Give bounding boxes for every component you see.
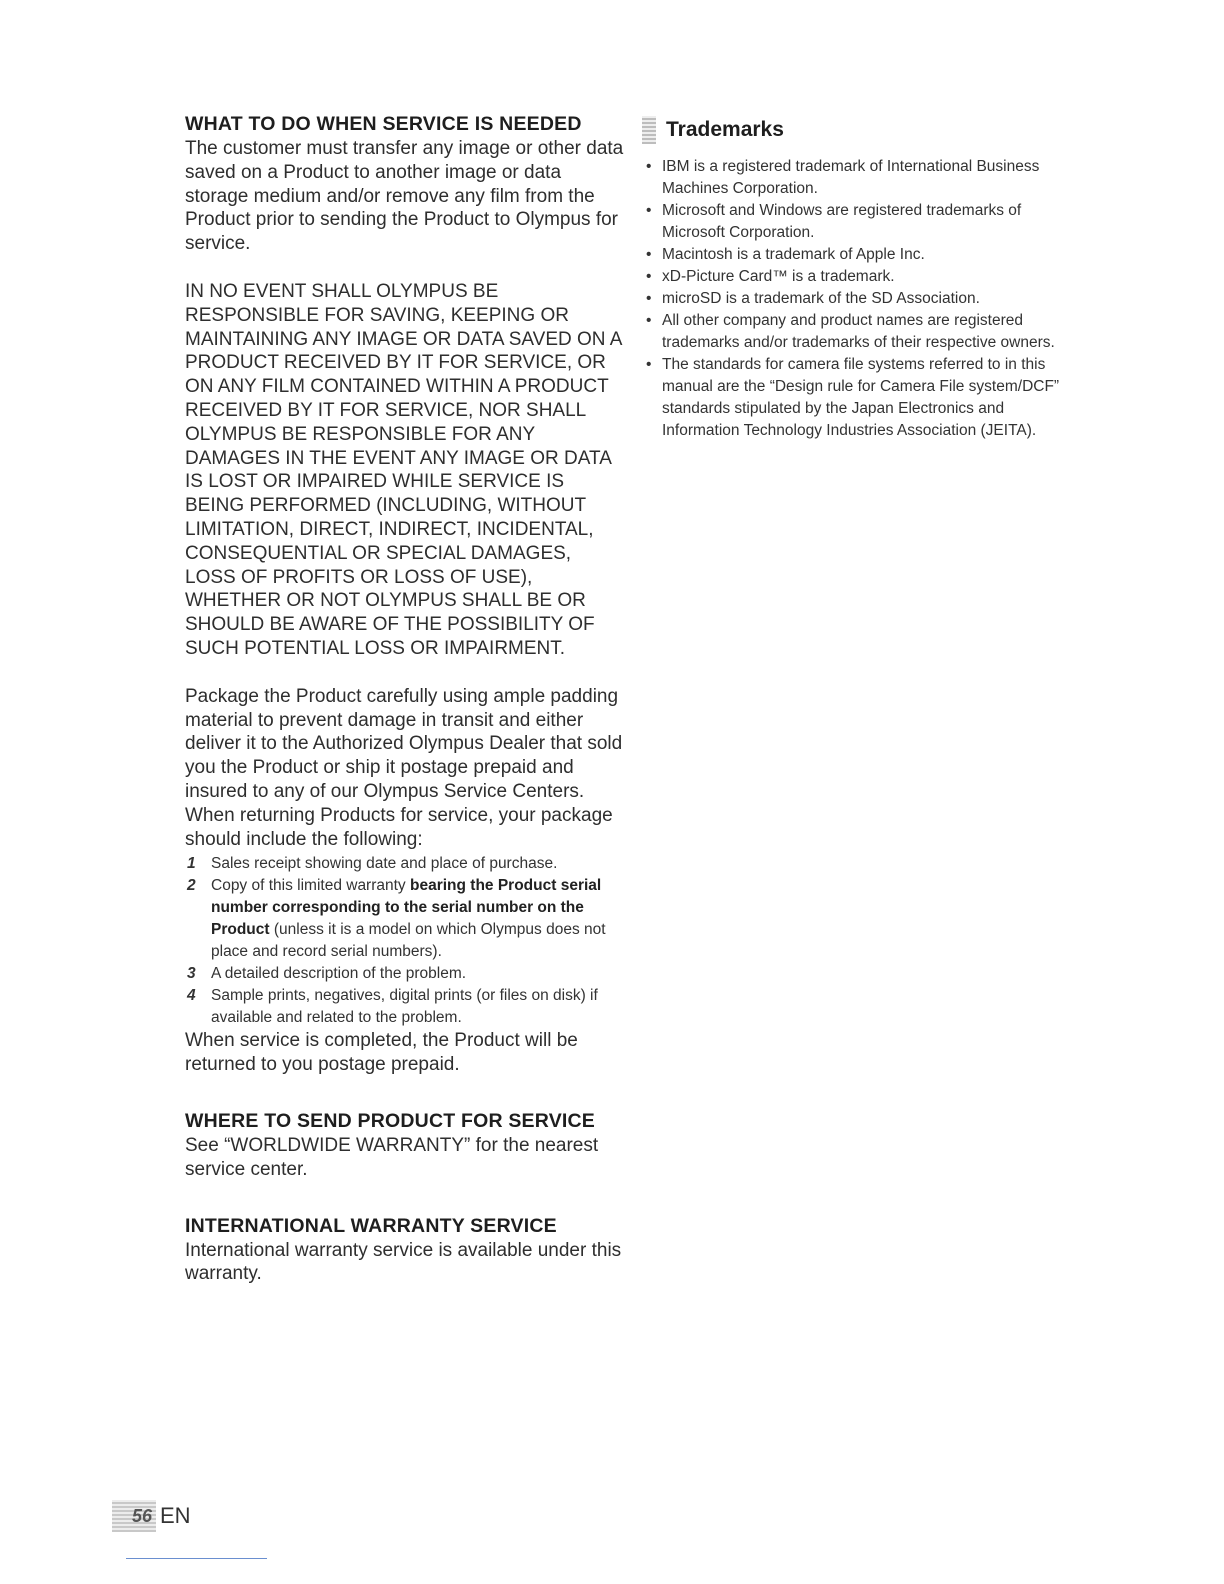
bullet-icon: •: [646, 356, 652, 373]
list-item: 4 Sample prints, negatives, digital prints (or files on disk) if available and related to the problem.: [187, 987, 598, 1027]
page-footer: [112, 1500, 191, 1532]
completed-paragraph: When service is completed, the Product will be returned to you postage prepaid.: [185, 1030, 578, 1076]
list-item: • xD-Picture Card™ is a trademark.: [642, 266, 1082, 288]
where-paragraph: See “WORLDWIDE WARRANTY” for the nearest service center.: [185, 1134, 599, 1180]
intl-paragraph: International warranty service is available under this warranty.: [185, 1239, 622, 1285]
footer-divider: [126, 1558, 267, 1559]
service-paragraph: The customer must transfer any image or other data saved on a Product to another image or data storage medium and/or remove any film from the Product prior to sending the Product to Olympus for service.: [185, 138, 624, 255]
trademarks-header: [642, 116, 1082, 144]
bullet-icon: •: [646, 268, 652, 285]
list-item: 1 Sales receipt showing date and place of purchase.: [187, 855, 558, 873]
list-item: 2 Copy of this limited warranty bearing the Product serial number corresponding to the serial number on the Product (unless it is a model on which Olympus does not place and record serial numbers).: [187, 877, 606, 961]
list-item: • microSD is a trademark of the SD Association.: [642, 288, 1082, 310]
list-item: • All other company and product names are registered trademarks and/or trademarks of their respective owners.: [646, 312, 1055, 351]
right-column: [642, 112, 1082, 442]
return-items-list: [185, 853, 625, 1029]
intl-heading: INTERNATIONAL WARRANTY SERVICE: [185, 1214, 557, 1237]
list-item: • Microsoft and Windows are registered trademarks of Microsoft Corporation.: [646, 202, 1022, 241]
bullet-icon: •: [646, 246, 652, 263]
package-paragraph: Package the Product carefully using ample padding material to prevent damage in transit and either deliver it to the Authorized Olympus Dealer that sold you the Product or ship it postage prepaid and insured to any of our Olympus Service Centers.: [185, 685, 623, 802]
service-heading: WHAT TO DO WHEN SERVICE IS NEEDED: [185, 113, 582, 135]
bullet-icon: •: [646, 312, 652, 329]
where-heading: WHERE TO SEND PRODUCT FOR SERVICE: [185, 1109, 596, 1132]
bullet-icon: •: [646, 290, 652, 307]
trademarks-list: [642, 156, 1082, 442]
list-item: 3 A detailed description of the problem.: [187, 965, 467, 983]
section-marker-icon: [642, 116, 656, 144]
disclaimer-paragraph: IN NO EVENT SHALL OLYMPUS BE RESPONSIBLE FOR SAVING, KEEPING OR MAINTAINING ANY IMAGE OR DATA SAVED ON A PRODUCT RECEIVED BY IT FOR SERVICE, OR ON ANY FILM CONTAINED WITHIN A PRODUCT RECEIVED BY IT FOR SERVICE, NOR SHALL OLYMPUS BE RESPONSIBLE FOR ANY DAMAGES IN THE EVENT ANY IMAGE OR DATA IS LOST OR IMPAIRED WHILE SERVICE IS BEING PERFORMED (INCLUDING, WITHOUT LIMITATION, DIRECT, INDIRECT, INCIDENTAL, CONSEQUENTIAL OR SPECIAL DAMAGES, LOSS OF PROFITS OR LOSS OF USE), WHETHER OR NOT OLYMPUS SHALL BE OR SHOULD BE AWARE OF THE POSSIBILITY OF SUCH POTENTIAL LOSS OR IMPAIRMENT.: [185, 280, 622, 659]
left-column: [185, 112, 625, 1286]
bullet-icon: •: [646, 202, 652, 219]
page-number: 56: [112, 1500, 156, 1532]
returning-paragraph: When returning Products for service, your package should include the following:: [185, 804, 613, 850]
bullet-icon: •: [646, 158, 652, 175]
page-language: EN: [160, 1503, 191, 1528]
list-item: • Macintosh is a trademark of Apple Inc.: [642, 244, 1082, 266]
list-item: • IBM is a registered trademark of International Business Machines Corporation.: [646, 158, 1040, 197]
list-item: • The standards for camera file systems referred to in this manual are the “Design rule for Camera File system/DCF” standards stipulated by the Japan Electronics and Information Technology Industries Association (JEITA).: [646, 356, 1060, 439]
trademarks-title: Trademarks: [666, 118, 784, 141]
